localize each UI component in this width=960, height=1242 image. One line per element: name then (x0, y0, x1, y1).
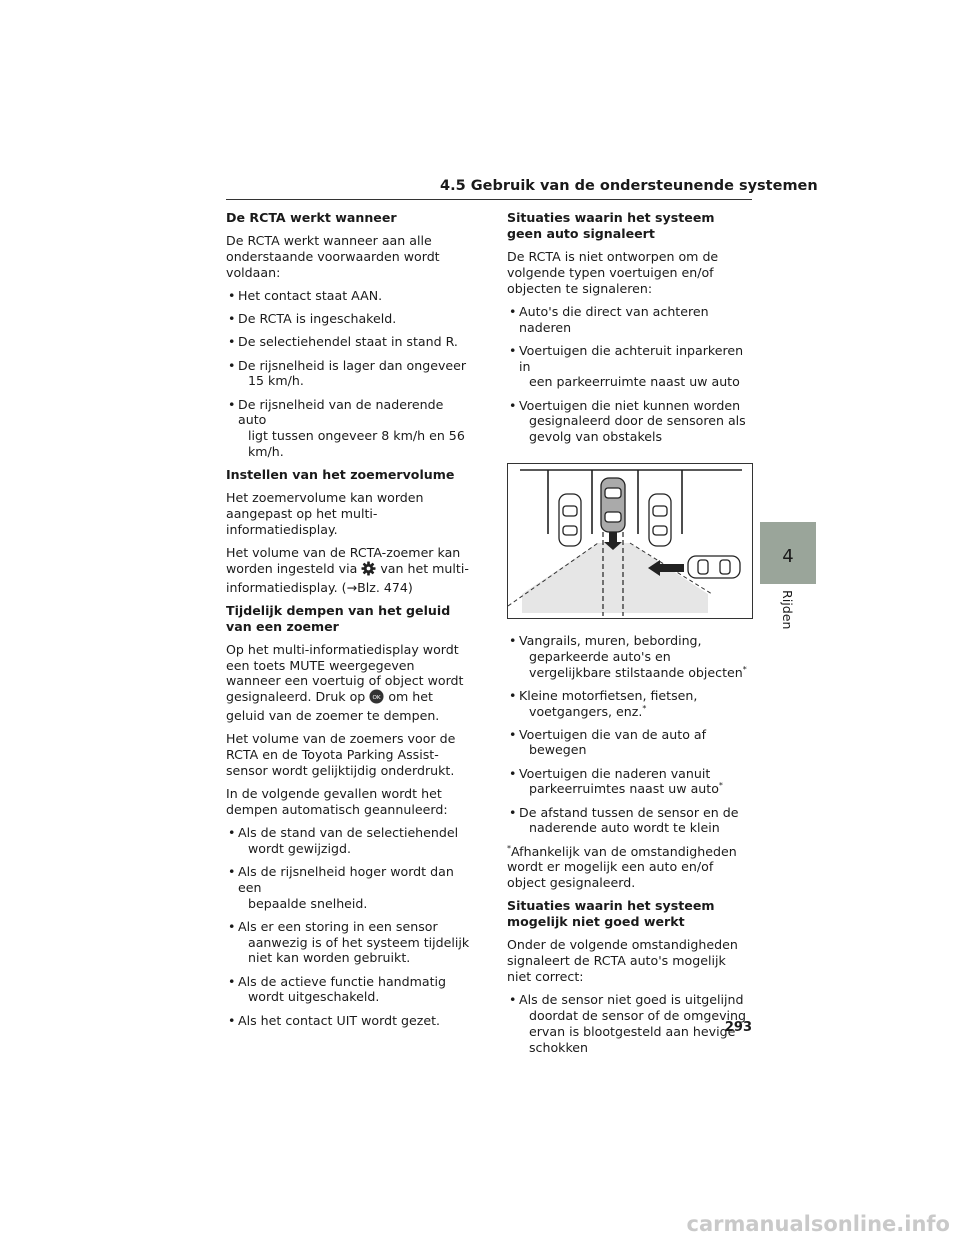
paragraph-omstandigheden: Onder de volgende omstandigheden signaleert de RCTA auto's mogelijk niet correct: (507, 937, 738, 984)
list-item: • Voertuigen die niet kunnen worden gesignaleerd door de sensoren als gevolg van obstakels (507, 398, 753, 445)
list-item: • Het contact staat AAN. (226, 288, 470, 304)
header-divider (226, 199, 752, 200)
list-item: • Als er een storing in een sensor aanwezig is of het systeem tijdelijk niet kan worden gebruikt. (226, 919, 470, 966)
paragraph-niet-ontworpen: De RCTA is niet ontworpen om de volgende typen voertuigen en/of objecten te signaleren: (507, 248, 719, 296)
paragraph-zoemervolume: Het zoemervolume kan worden aangepast op het multi-informatiedisplay. (226, 490, 424, 537)
gear-icon (361, 561, 376, 580)
chapter-label: Rijden (780, 590, 795, 630)
list-item: • De RCTA is ingeschakeld. (226, 311, 470, 327)
heading-niet-goed-werkt: Situaties waarin het systeem mogelijk niet goed werkt (507, 898, 715, 930)
limitations-list (507, 633, 753, 836)
list-item: • Auto's die direct van achteren naderen (507, 304, 753, 336)
list-item: • De rijsnelheid van de naderende auto ligt tussen ongeveer 8 km/h en 56 km/h. (226, 397, 470, 460)
left-column (226, 210, 470, 1036)
list-item: • Als het contact UIT wordt gezet. (226, 1013, 470, 1029)
paragraph-onderdrukt: Het volume van de zoemers voor de RCTA en de Toyota Parking Assist-sensor wordt gelijktijdig onderdrukt. (226, 731, 456, 778)
list-item: • De rijsnelheid is lager dan ongeveer 15 km/h. (226, 358, 470, 390)
list-item: • Als de rijsnelheid hoger wordt dan een bepaalde snelheid. (226, 864, 470, 911)
list-item: • De selectiehendel staat in stand R. (226, 334, 470, 350)
list-item: • Voertuigen die naderen vanuit parkeerruimtes naast uw auto* (507, 766, 753, 798)
approaching-car (688, 556, 740, 578)
not-detected-list (507, 304, 753, 445)
list-item: • Als de actieve functie handmatig wordt uitgeschakeld. (226, 974, 470, 1006)
list-item: • Vangrails, muren, bebording, geparkeerde auto's en vergelijkbare stilstaande objecten* (507, 633, 753, 680)
footnote: *Afhankelijk van de omstandigheden wordt er mogelijk een auto en/of object gesignaleerd. (507, 843, 737, 891)
list-item: • Voertuigen die achteruit inparkeren in een parkeerruimte naast uw auto (507, 343, 753, 390)
paragraph-mute: Op het multi-informatiedisplay wordt een toets MUTE weergegeven wanneer een voertuig of object wordt gesignaleerd. Druk op OK om het geluid van de zoemer te dempen. (226, 641, 464, 724)
cancel-conditions-list (226, 825, 470, 1028)
chapter-number: 4 (782, 546, 794, 567)
page-number: 293 (724, 1020, 752, 1035)
ok-button-icon (369, 689, 384, 708)
paragraph-voorwaarden: De RCTA werkt wanneer aan alle onderstaande voorwaarden wordt voldaan: (226, 233, 440, 280)
right-column (507, 210, 753, 1063)
parked-car-left (559, 494, 581, 546)
heading-zoemervolume: Instellen van het zoemervolume (226, 467, 455, 483)
list-item: • Kleine motorfietsen, fietsen, voetgangers, enz.* (507, 688, 753, 720)
svg-text:OK: OK (372, 695, 381, 702)
list-item: • Als de stand van de selectiehendel wordt gewijzigd. (226, 825, 470, 857)
list-item: • Voertuigen die van de auto af bewegen (507, 727, 753, 759)
heading-geen-signalering: Situaties waarin het systeem geen auto signaleert (507, 210, 715, 241)
own-car (601, 478, 625, 532)
section-header-title: 4.5 Gebruik van de ondersteunende systemen (440, 178, 818, 194)
paragraph-geannuleerd: In de volgende gevallen wordt het dempen automatisch geannuleerd: (226, 785, 448, 817)
conditions-list (226, 288, 470, 460)
heading-dempen: Tijdelijk dempen van het geluid van een zoemer (226, 602, 451, 634)
watermark: carmanualsonline.info (686, 1212, 950, 1236)
list-item: • Als de sensor niet goed is uitgelijnd doordat de sensor of de omgeving ervan is blootgesteld aan hevige schokken (507, 992, 753, 1055)
paragraph-volume-instellen: Het volume van de RCTA-zoemer kan worden ingesteld via van het multi-informatiedisplay. (→Blz. 474) (226, 545, 469, 595)
list-item: • De afstand tussen de sensor en de naderende auto wordt te klein (507, 805, 753, 837)
rcta-parking-illustration (507, 463, 753, 619)
heading-rcta-werkt: De RCTA werkt wanneer (226, 210, 397, 225)
parked-car-right (649, 494, 671, 546)
